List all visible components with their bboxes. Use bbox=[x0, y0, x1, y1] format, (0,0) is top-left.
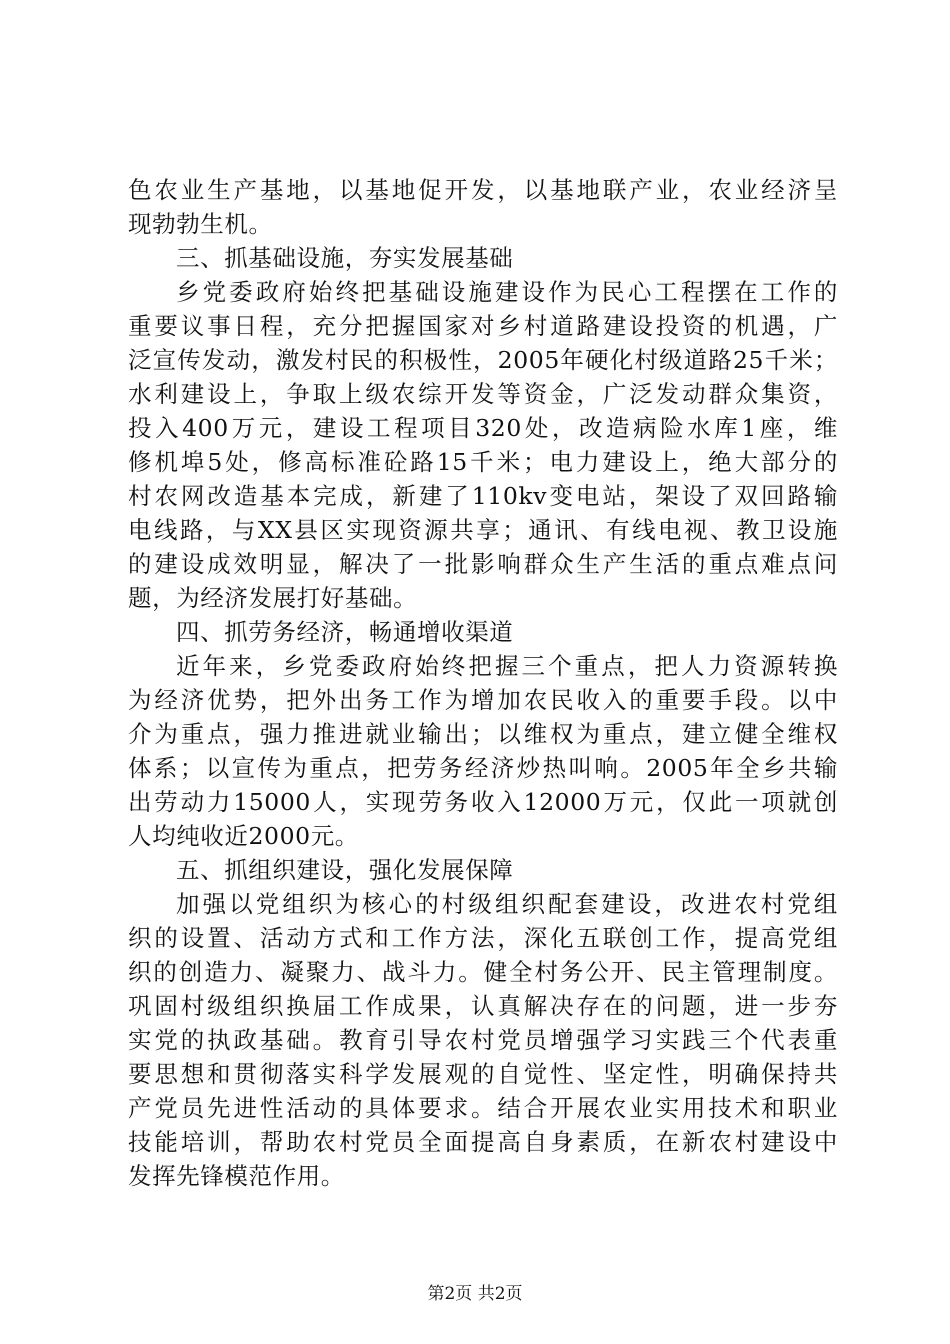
text-line: 要思想和贯彻落实科学发展观的自觉性、坚定性，明确保持共 bbox=[128, 1060, 838, 1088]
text-line: 人均纯收近2000元。 bbox=[128, 822, 359, 850]
text-line: 村农网改造基本完成，新建了110kv变电站，架设了双回路输 bbox=[128, 482, 838, 510]
document-body bbox=[128, 173, 838, 1193]
text-line: 的建设成效明显，解决了一批影响群众生产生活的重点难点问 bbox=[128, 550, 838, 578]
text-line: 色农业生产基地，以基地促开发，以基地联产业，农业经济呈 bbox=[128, 176, 838, 204]
text-line: 出劳动力15000人，实现劳务收入12000万元，仅此一项就创 bbox=[128, 788, 838, 816]
text-line: 投入400万元，建设工程项目320处，改造病险水库1座，维 bbox=[128, 414, 838, 442]
text-line: 发挥先锋模范作用。 bbox=[128, 1162, 345, 1190]
text-line: 巩固村级组织换届工作成果，认真解决存在的问题，进一步夯 bbox=[128, 992, 838, 1020]
text-line: 织的设置、活动方式和工作方法，深化五联创工作，提高党组 bbox=[128, 924, 838, 952]
text-line: 五、抓组织建设，强化发展保障 bbox=[176, 856, 514, 884]
text-line: 加强以党组织为核心的村级组织配套建设，改进农村党组 bbox=[176, 890, 838, 918]
text-line: 四、抓劳务经济，畅通增收渠道 bbox=[176, 618, 514, 646]
text-line: 织的创造力、凝聚力、战斗力。健全村务公开、民主管理制度。 bbox=[128, 958, 838, 986]
text-line: 三、抓基础设施，夯实发展基础 bbox=[176, 244, 514, 272]
text-line: 题，为经济发展打好基础。 bbox=[128, 584, 418, 612]
text-line: 重要议事日程，充分把握国家对乡村道路建设投资的机遇，广 bbox=[128, 312, 838, 340]
text-line: 现勃勃生机。 bbox=[128, 210, 273, 238]
text-line: 技能培训，帮助农村党员全面提高自身素质，在新农村建设中 bbox=[128, 1128, 838, 1156]
text-line: 泛宣传发动，激发村民的积极性，2005年硬化村级道路25千米； bbox=[128, 346, 838, 374]
text-line: 产党员先进性活动的具体要求。结合开展农业实用技术和职业 bbox=[128, 1094, 838, 1122]
text-line: 乡党委政府始终把基础设施建设作为民心工程摆在工作的 bbox=[176, 278, 838, 306]
text-line: 体系；以宣传为重点，把劳务经济炒热叫响。2005年全乡共输 bbox=[128, 754, 838, 782]
text-line: 近年来，乡党委政府始终把握三个重点，把人力资源转换 bbox=[176, 652, 838, 680]
text-line: 电线路，与XX县区实现资源共享；通讯、有线电视、教卫设施 bbox=[128, 516, 838, 544]
text-line: 修机埠5处，修高标准砼路15千米；电力建设上，绝大部分的 bbox=[128, 448, 838, 476]
page-footer: 第2页 共2页 bbox=[427, 1284, 523, 1304]
text-line: 介为重点，强力推进就业输出；以维权为重点，建立健全维权 bbox=[128, 720, 838, 748]
text-line: 水利建设上，争取上级农综开发等资金，广泛发动群众集资， bbox=[128, 380, 838, 408]
text-line: 为经济优势，把外出务工作为增加农民收入的重要手段。以中 bbox=[128, 686, 838, 714]
text-line: 实党的执政基础。教育引导农村党员增强学习实践三个代表重 bbox=[128, 1026, 838, 1054]
